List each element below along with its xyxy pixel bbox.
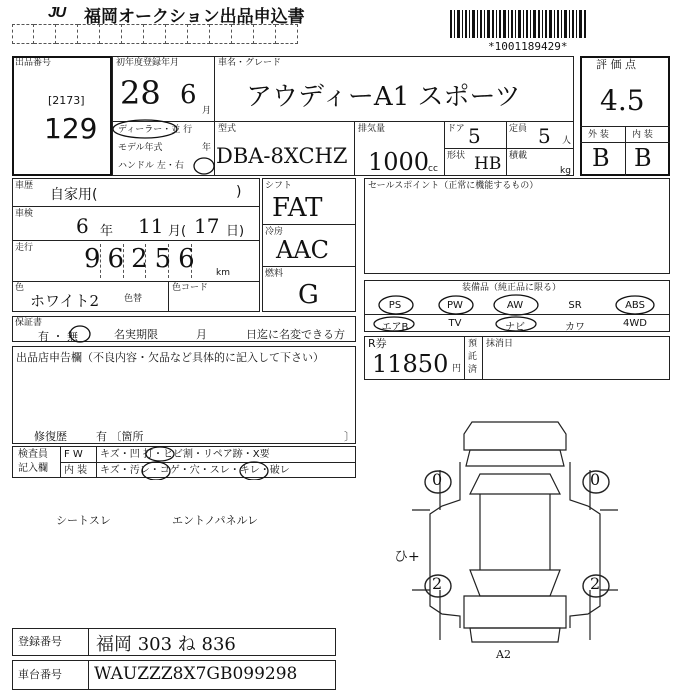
barcode [450,10,590,40]
doors-value: 5 [468,124,481,148]
inspector-circles [96,446,356,480]
r-ticket-unit: 円 [452,364,462,374]
lot-label: 出品番号 [15,58,52,68]
auction-logo: JU [48,4,66,21]
dealer-line1: ディーラー・並 行 [118,125,193,135]
note-panel: エントノパネルレ [172,514,259,527]
equip-leather: カワ [565,322,585,333]
exterior-grade: B [592,144,610,172]
inspection-year-unit: 年 [100,224,114,239]
equip-aw: AW [506,300,524,311]
history-label: 車歴 [15,181,34,191]
chassis-label: 車台番号 [18,668,62,681]
inspection-day-unit: 日) [226,224,245,239]
inspector-row2-head: 内 装 [64,465,88,476]
lot-number: 129 [44,112,98,145]
inspector-row1-head: F W [64,449,83,460]
fuel-label: 燃料 [265,269,284,279]
equip-navi: ナビ [505,322,525,333]
tire-fl: 0 [432,470,443,489]
inspector-label2: 記入欄 [18,463,48,474]
color-value: ホワイト2 [30,292,100,310]
dealer-line2: モデル年式 [118,143,163,153]
color-change-label: 色替 [124,294,143,304]
first-reg-month-unit: 月 [202,106,212,116]
car-name-label: 車名・グレード [218,58,282,68]
mileage-unit: km [216,268,230,278]
equipment-label: 装備品（純正品に限る） [462,283,562,293]
tire-fr: 0 [590,470,601,489]
displacement-value: 1000 [368,148,430,176]
equip-abs: ABS [625,300,645,311]
equip-sr: SR [568,300,582,311]
registration-value: 福岡 303 ね 836 [96,634,236,655]
diagram-mark-rear: A2 [496,648,511,661]
mileage-value: 96256 [84,244,202,274]
model-value: DBA-8XCHZ [216,144,348,168]
dealer-line3: ハンドル 左・右 [118,161,184,171]
displacement-unit: cc [428,164,438,174]
sales-point-label: セールスポイント（正常に機能するもの） [368,181,539,191]
dealer-circle [110,118,180,140]
form-title: 福岡オークション出品申込書 [84,7,305,27]
color-code-label: 色コード [172,283,209,293]
equip-tv: TV [448,318,462,329]
declaration-label: 出品店申告欄（不良内容・欠品など具体的に記入して下さい） [16,351,324,364]
interior-grade: B [634,144,652,172]
rating-label: 評 価 点 [596,58,636,71]
handle-circle [192,156,216,176]
repair-close: 〕 [344,430,355,443]
exterior-label: 外 装 [588,130,609,140]
equip-4wd: 4WD [623,318,647,329]
doors-label: ドア [447,124,465,134]
lot-sub-number: [2173] [48,94,85,107]
first-reg-year: 28 [120,74,161,112]
storage-label: 抹消日 [486,339,514,349]
equip-pw: PW [447,300,463,311]
inspection-month: 11 [138,214,164,238]
rating-value: 4.5 [600,84,645,117]
shape-value: HB [474,154,502,174]
inspection-day: 17 [194,214,220,238]
maint-month: 月 [196,328,207,341]
registration-label: 登録番号 [18,635,62,648]
shift-value: FAT [272,193,323,223]
sales-point-box [364,178,670,274]
load-unit: kg [560,166,571,176]
warranty-circle [68,324,92,344]
first-reg-month: 6 [180,80,197,110]
recycle-label: 預託済 [468,339,478,375]
tire-rl: 2 [432,574,443,593]
equipment-circles [364,292,670,332]
capacity-value: 5 [538,124,551,148]
shape-label: 形状 [447,151,466,161]
maint-label: 名実期限 [114,328,158,341]
r-ticket-label: R券 [368,337,387,350]
car-name-value: アウディーA1 スポーツ [246,82,521,112]
warranty-label: 保証書 [15,318,43,328]
inspector-row2: キズ・汚レ・コゲ・穴・スレ・キレ・破レ [100,465,290,476]
equip-airbag: エアB [381,322,409,333]
equip-ps: PS [388,300,402,311]
color-label: 色 [15,283,25,293]
history-value: 自家用( [50,187,98,203]
inspection-year: 6 [76,214,89,238]
first-reg-label: 初年度登録年月 [116,58,180,68]
displacement-label: 排気量 [358,124,386,134]
inspector-label1: 検査員 [18,449,48,460]
name-change: 日迄に名変できる方 [246,328,345,341]
chassis-value: WAUZZZ8X7GB099298 [94,664,298,684]
cooling-label: 冷房 [265,227,284,237]
repair-label: 修復歴 [34,430,67,443]
shift-label: シフト [265,181,293,191]
repair-value: 有 〔箇所 [96,430,144,443]
car-diagram [400,410,630,650]
note-seat: シートスレ [56,514,111,527]
warranty-value: 有 ・ 無 [38,330,78,343]
fuel-value: G [298,280,319,310]
mileage-label: 走行 [15,243,34,253]
tire-rr: 2 [590,574,601,593]
inspector-row1: キズ・凹 打・ヒビ割・リペア跡・X要 [100,449,270,460]
inspection-label: 車検 [15,209,34,219]
id-boxes [12,24,312,44]
barcode-text: *1001189429* [488,40,568,53]
inspection-month-unit: 月( [168,224,187,239]
interior-label: 内 装 [632,130,653,140]
r-ticket-value: 11850 [372,350,449,378]
dealer-line2-unit: 年 [202,143,212,153]
capacity-unit: 人 [562,136,572,146]
load-label: 積載 [509,151,528,161]
capacity-label: 定員 [509,124,528,134]
model-label: 型式 [218,124,237,134]
diagram-mark-side: ひ+ [394,549,420,565]
cooling-value: AAC [276,236,330,264]
history-close: ) [236,184,242,200]
